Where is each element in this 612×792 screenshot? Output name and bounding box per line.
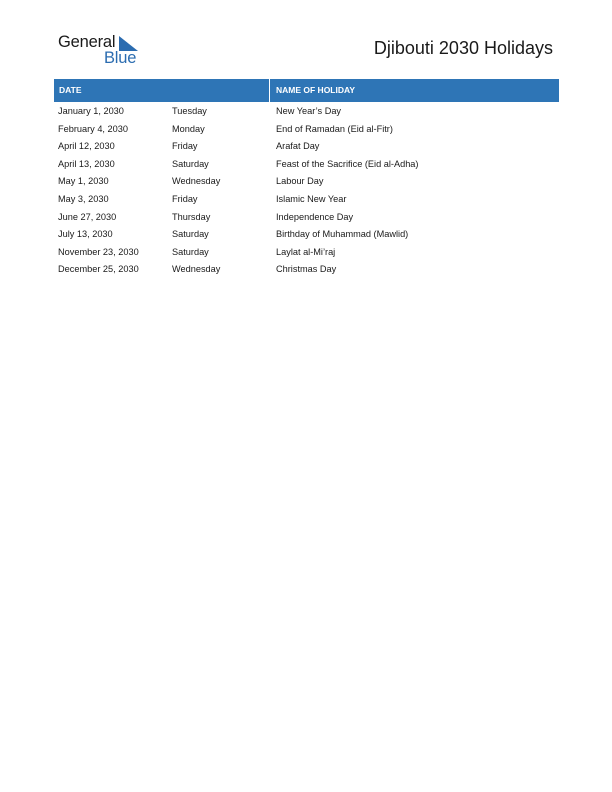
holiday-date: June 27, 2030 (58, 211, 117, 222)
holiday-name: Arafat Day (276, 141, 320, 152)
holiday-date: November 23, 2030 (58, 246, 139, 257)
holiday-name: Independence Day (276, 211, 354, 222)
table-header (54, 79, 559, 102)
table-row (54, 155, 559, 173)
holiday-date: May 3, 2030 (58, 193, 109, 204)
holiday-name: Christmas Day (276, 264, 337, 275)
holiday-name: Islamic New Year (276, 193, 347, 204)
header-holiday-name: NAME OF HOLIDAY (276, 85, 356, 95)
holiday-weekday: Saturday (172, 246, 209, 257)
table-row (54, 102, 559, 120)
holiday-weekday: Thursday (172, 211, 211, 222)
header-date: DATE (59, 85, 82, 95)
holiday-date: February 4, 2030 (58, 123, 128, 134)
table-row (54, 208, 559, 226)
table-row (54, 120, 559, 138)
generalblue-logo (58, 33, 148, 69)
table-row (54, 260, 559, 278)
holidays-table (54, 79, 559, 278)
table-row (54, 225, 559, 243)
holiday-name: New Year’s Day (276, 106, 342, 116)
holiday-weekday: Wednesday (172, 264, 221, 275)
holiday-name: Laylat al-Mi’raj (276, 246, 336, 257)
page-title: Djibouti 2030 Holidays (373, 38, 553, 58)
holiday-date: January 1, 2030 (58, 106, 124, 116)
holiday-weekday: Friday (172, 193, 198, 204)
holiday-name: Birthday of Muhammad (Mawlid) (276, 229, 409, 240)
holiday-name: End of Ramadan (Eid al-Fitr) (276, 123, 393, 134)
holiday-date: December 25, 2030 (58, 264, 139, 275)
table-body (54, 102, 559, 278)
holiday-weekday: Monday (172, 123, 205, 134)
holiday-weekday: Saturday (172, 158, 209, 169)
holiday-date: July 13, 2030 (58, 229, 113, 240)
holiday-weekday: Friday (172, 141, 198, 152)
holiday-date: May 1, 2030 (58, 176, 109, 187)
table-row (54, 172, 559, 190)
holiday-weekday: Wednesday (172, 176, 221, 187)
logo-word-general: General (58, 33, 116, 51)
header-divider (269, 79, 270, 102)
holiday-date: April 13, 2030 (58, 158, 115, 169)
holiday-date: April 12, 2030 (58, 141, 115, 152)
holiday-weekday: Saturday (172, 229, 209, 240)
table-row (54, 137, 559, 155)
holiday-weekday: Tuesday (172, 106, 207, 116)
table-row (54, 190, 559, 208)
table-row (54, 243, 559, 261)
holiday-name: Labour Day (276, 176, 324, 187)
logo-word-blue: Blue (104, 49, 137, 67)
holiday-name: Feast of the Sacrifice (Eid al-Adha) (276, 158, 419, 169)
